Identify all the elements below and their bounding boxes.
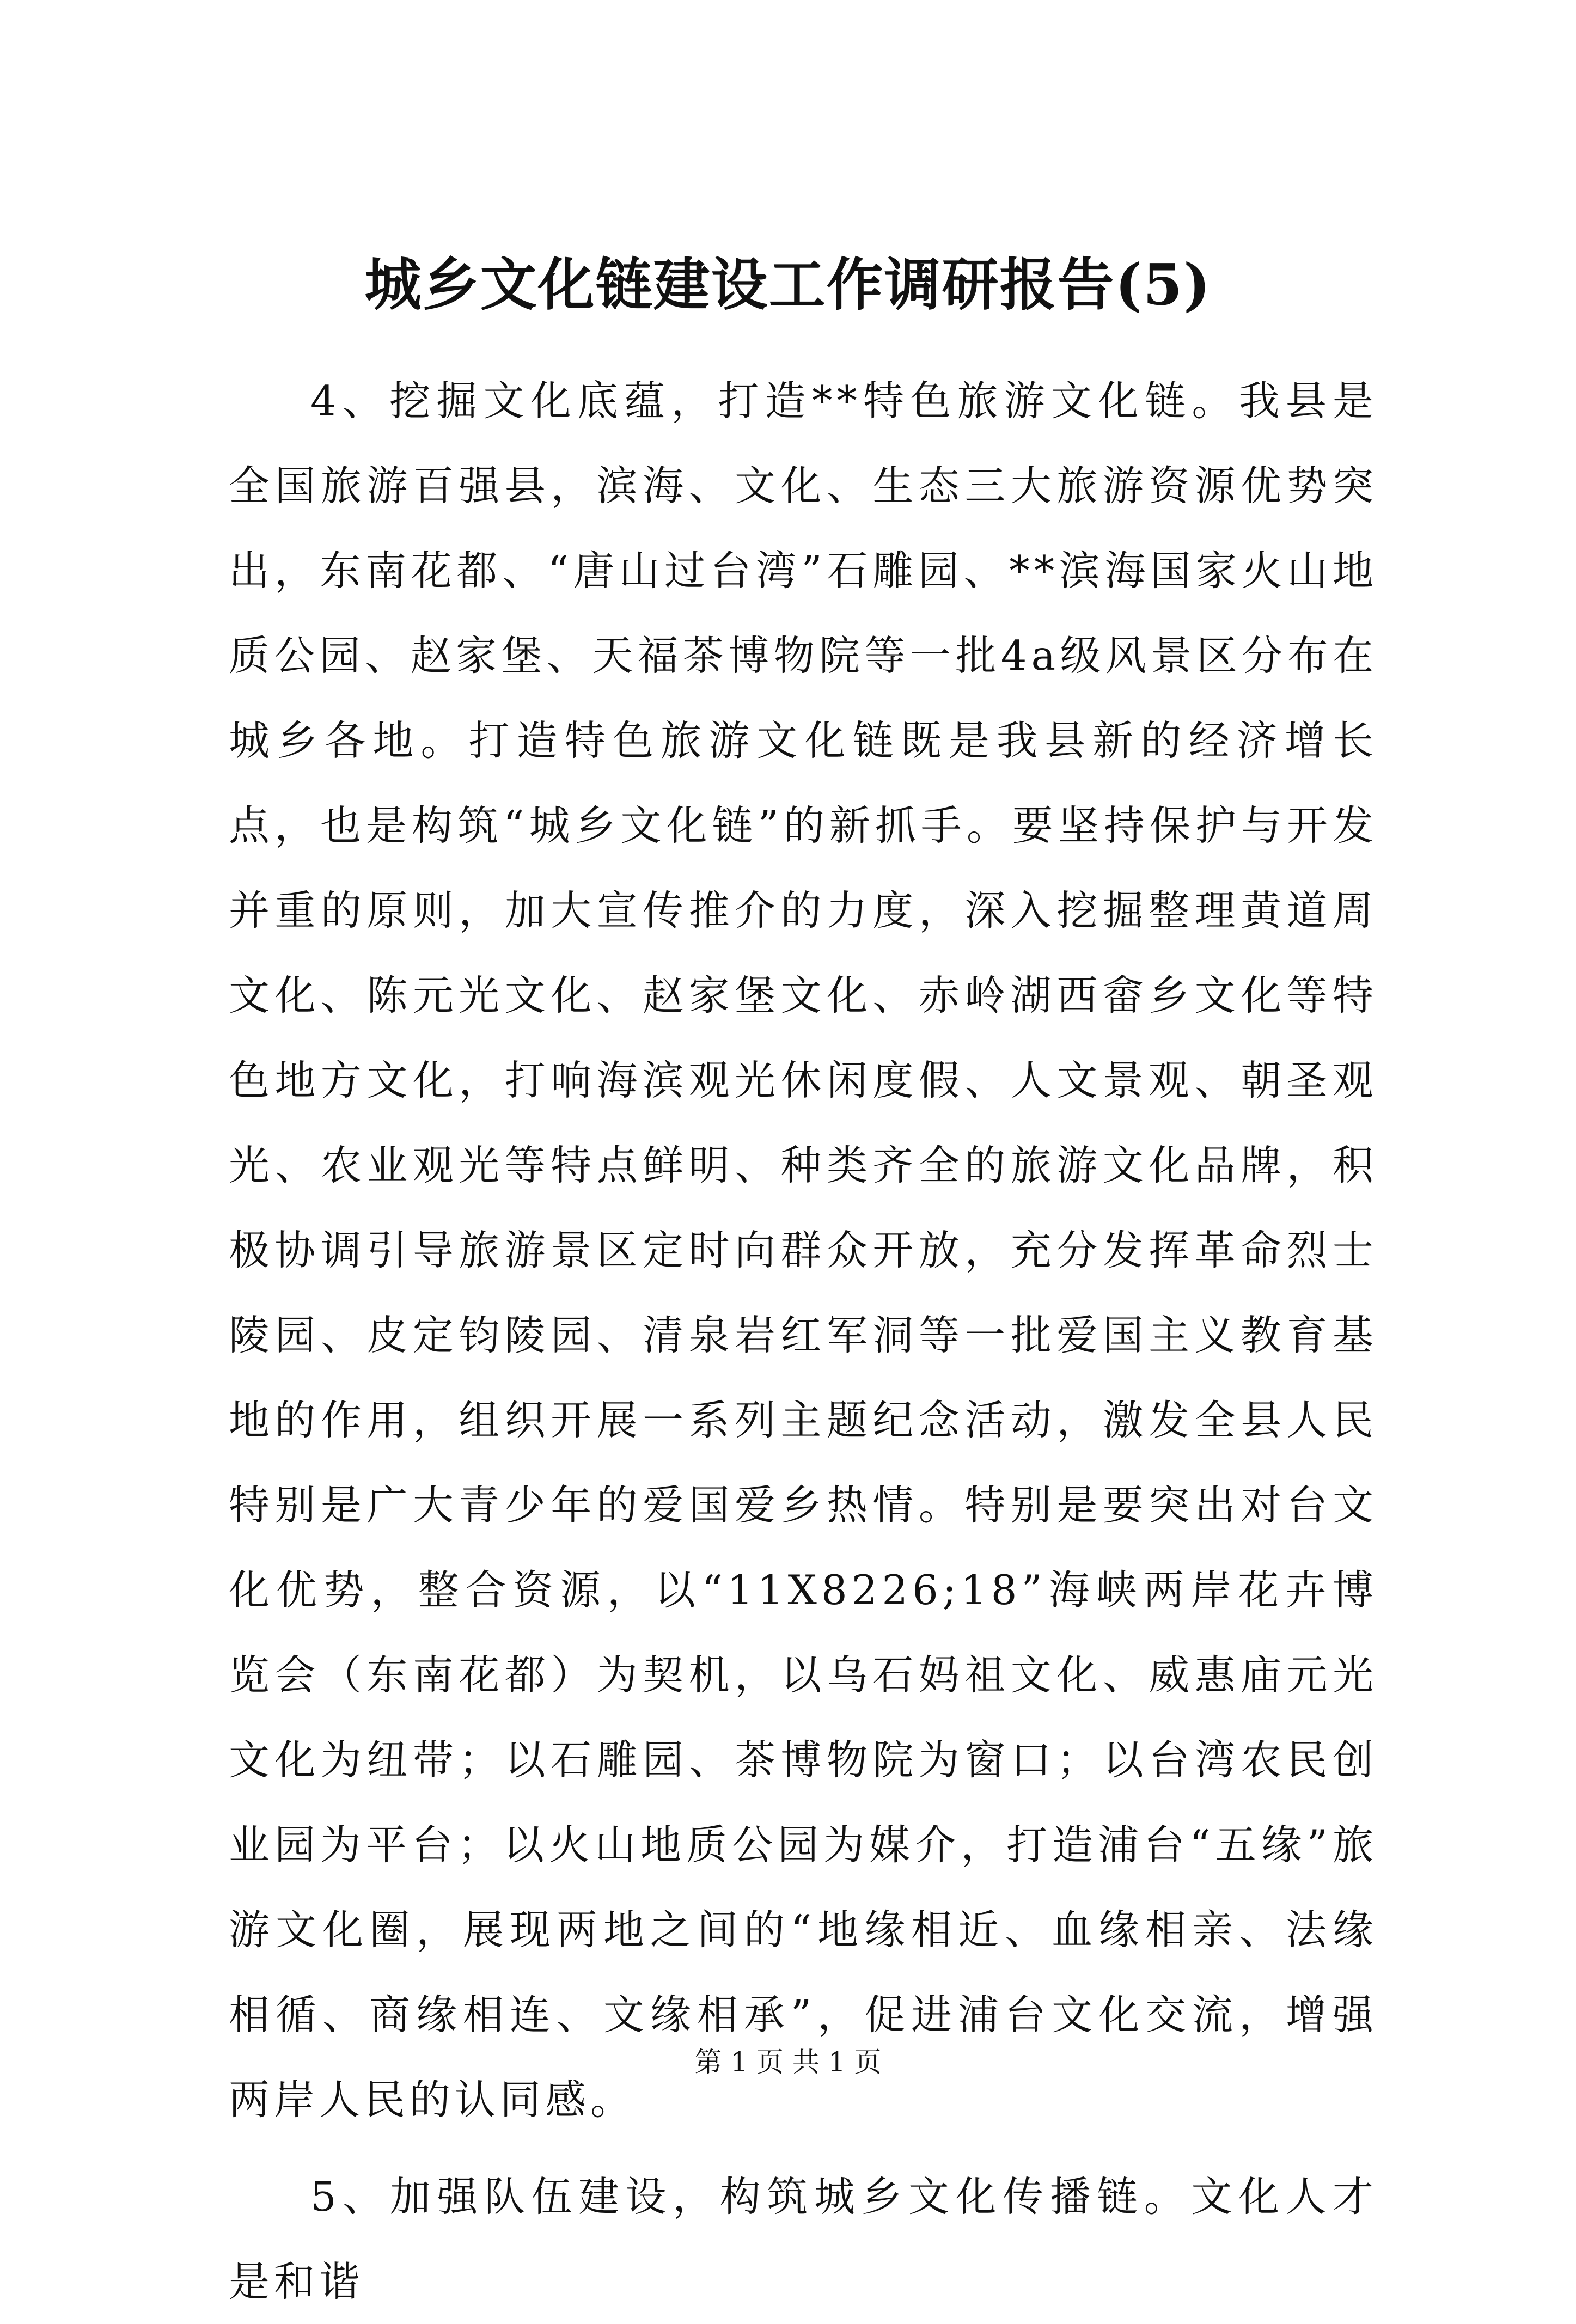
paragraph-section-5: 5、加强队伍建设，构筑城乡文化传播链。文化人才是和谐	[229, 2173, 1378, 2305]
document-title: 城乡文化链建设工作调研报告(5)	[364, 251, 1212, 318]
document-body	[229, 358, 1378, 2324]
paragraph-section-4: 4、挖掘文化底蕴，打造**特色旅游文化链。我县是全国旅游百强县，滨海、文化、生态三大旅游资源优势突出，东南花都、“唐山过台湾”石雕园、**滨海国家火山地质公园、赵家堡、天福茶博物院等一批4a级风景区分布在城乡各地。打造特色旅游文化链既是我县新的经济增长点，也是构筑“城乡文化链”的新抓手。要坚持保护与开发并重的原则，加大宣传推介的力度，深入挖掘整理黄道周文化、陈元光文化、赵家堡文化、赤岭湖西畲乡文化等特色地方文化，打响海滨观光休闲度假、人文景观、朝圣观光、农业观光等特点鲜明、种类齐全的旅游文化品牌，积极协调引导旅游景区定时向群众开放，充分发挥革命烈士陵园、皮定钧陵园、清泉岩红军洞等一批爱国主义教育基地的作用，组织开展一系列主题纪念活动，激发全县人民特别是广大青少年的爱国爱乡热情。特别是要突出对台文化优势，整合资源，以“11X8226;18”海峡两岸花卉博览会（东南花都）为契机，以乌石妈祖文化、威惠庙元光文化为纽带；以石雕园、茶博物院为窗口；以台湾农民创业园为平台；以火山地质公园为媒介，打造浦台“五缘”旅游文化圈，展现两地之间的“地缘相近、血缘相亲、法缘相循、商缘相连、文缘相承”，促进浦台文化交流，增强两岸人民的认同感。	[229, 377, 1378, 2124]
page-footer: 第 1 页 共 1 页	[694, 2046, 882, 2078]
